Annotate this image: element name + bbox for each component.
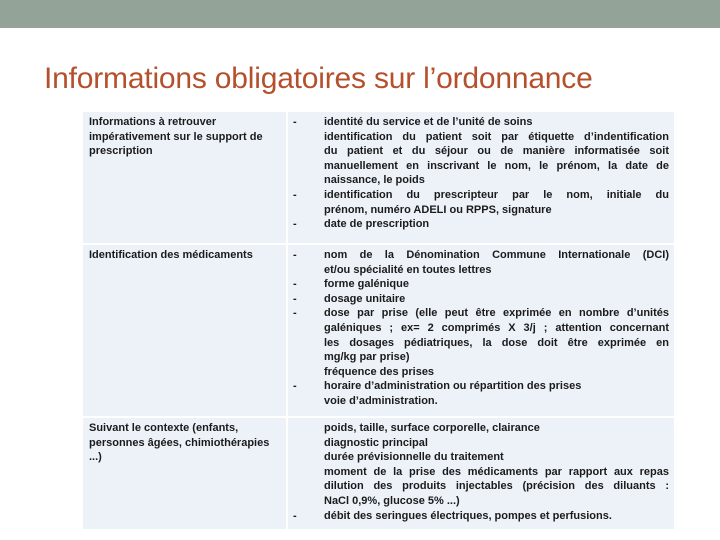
table-row	[83, 245, 674, 417]
detail-line	[293, 159, 669, 174]
detail-text: les dosages pédiatriques, la dose doit être exprimée en	[324, 336, 669, 349]
detail-text: nom de la Dénomination Commune Internationale (DCI)	[324, 249, 669, 261]
bullet-dash: -	[293, 278, 297, 291]
bullet-dash: -	[293, 116, 297, 128]
detail-text: forme galénique	[324, 278, 409, 291]
bullet-dash: -	[293, 380, 297, 393]
detail-line	[293, 217, 669, 232]
detail-text: identification du prescripteur par le nom, initiale du	[324, 188, 669, 201]
detail-line	[293, 277, 669, 292]
row-details	[293, 115, 669, 232]
detail-text: manuellement en inscrivant le nom, le prénom, la date de	[324, 159, 669, 172]
detail-text: identité du service et de l’unité de soins	[324, 116, 533, 128]
detail-line	[293, 394, 669, 409]
detail-text: date de prescription	[324, 218, 430, 231]
detail-line	[293, 509, 669, 524]
detail-line	[293, 494, 669, 509]
detail-text: identification du patient soit par étiquette d’indentification	[324, 130, 669, 143]
detail-text: et/ou spécialité en toutes lettres	[324, 263, 492, 276]
detail-line	[293, 292, 669, 307]
row-details	[293, 248, 669, 409]
detail-line	[293, 465, 669, 480]
detail-line	[293, 421, 669, 436]
detail-line	[293, 436, 669, 451]
bullet-dash: -	[293, 307, 297, 320]
detail-line	[293, 479, 669, 494]
detail-text: dilution des produits injectables (précision des diluants :	[324, 480, 669, 493]
detail-text: dose par prise (elle peut être exprimée en nombre d’unités	[324, 307, 669, 320]
row-details	[293, 421, 669, 523]
detail-text: poids, taille, surface corporelle, clairance	[324, 422, 540, 434]
detail-text: moment de la prise des médicaments par rapport aux repas	[324, 465, 669, 478]
detail-text: NaCl 0,9%, glucose 5% ...)	[324, 494, 460, 507]
detail-text: prénom, numéro ADELI ou RPPS, signature	[324, 203, 552, 216]
slide-title: Informations obligatoires sur l’ordonnance	[44, 62, 593, 95]
detail-line	[293, 365, 669, 380]
bullet-dash: -	[293, 292, 297, 305]
row-category-label: Suivant le contexte (enfants, personnes âgées, chimiothérapies ...)	[89, 422, 270, 464]
detail-text: dosage unitaire	[324, 292, 406, 305]
bullet-dash: -	[293, 509, 297, 522]
detail-text: galéniques ; ex= 2 comprimés X 3/j ; attention concernant	[324, 321, 669, 334]
top-color-band	[0, 0, 720, 28]
detail-text: durée prévisionnelle du traitement	[324, 451, 504, 464]
detail-text: mg/kg par prise)	[324, 351, 410, 364]
detail-text: débit des seringues électriques, pompes et perfusions.	[324, 509, 612, 522]
detail-line	[293, 336, 669, 351]
detail-line	[293, 306, 669, 321]
detail-text: diagnostic principal	[324, 436, 428, 449]
detail-line	[293, 203, 669, 218]
detail-line	[293, 130, 669, 145]
row-category-label: Informations à retrouver impérativement sur le support de prescription	[89, 116, 263, 158]
detail-text: fréquence des prises	[324, 365, 435, 378]
detail-line	[293, 350, 669, 365]
bullet-dash: -	[293, 188, 297, 201]
detail-line	[293, 263, 669, 278]
detail-line	[293, 144, 669, 159]
detail-line	[293, 115, 669, 130]
table-row	[83, 112, 674, 244]
detail-text: horaire d’administration ou répartition des prises	[324, 380, 582, 393]
bullet-dash: -	[293, 249, 297, 261]
detail-text: du patient et du séjour ou de manière informatisée soit	[324, 145, 669, 158]
detail-text: naissance, le poids	[324, 174, 425, 187]
detail-line	[293, 173, 669, 188]
detail-line	[293, 379, 669, 394]
row-category-label: Identification des médicaments	[89, 249, 253, 261]
detail-line	[293, 450, 669, 465]
bullet-dash: -	[293, 218, 297, 231]
detail-line	[293, 188, 669, 203]
table-row	[83, 418, 674, 529]
detail-line	[293, 248, 669, 263]
detail-text: voie d’administration.	[324, 394, 438, 407]
prescription-requirements-table	[83, 112, 674, 529]
detail-line	[293, 321, 669, 336]
